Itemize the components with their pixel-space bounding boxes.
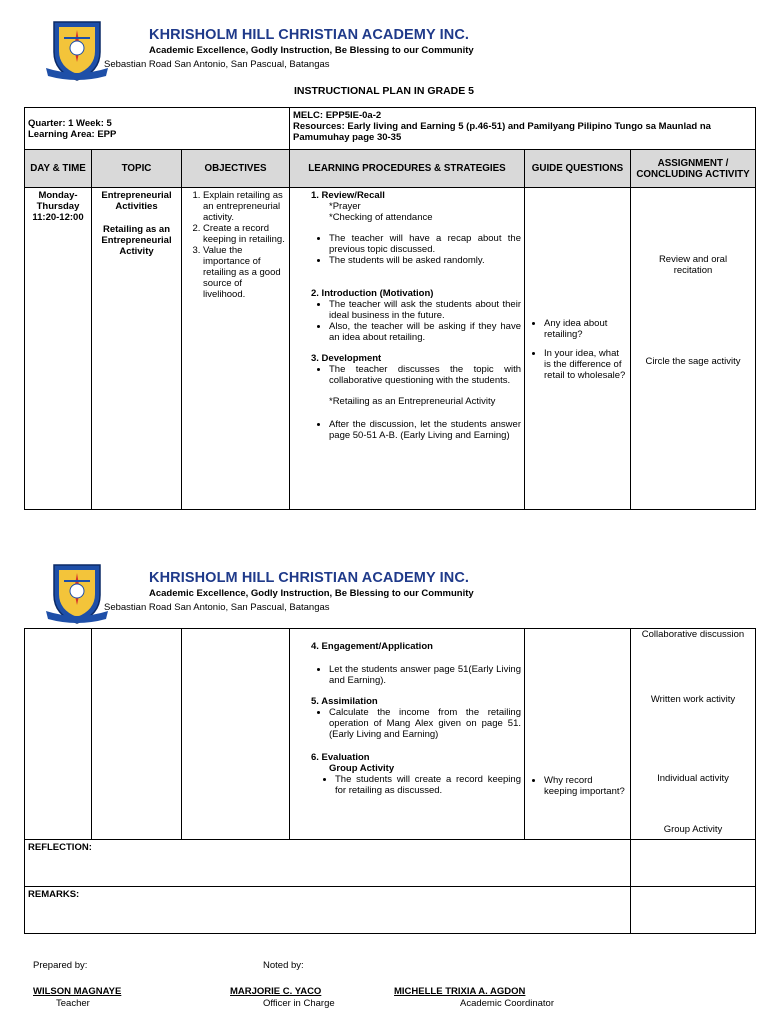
objective-item: 1. Explain retailing as an entrepreneurial activity.: [203, 190, 286, 223]
topic-cell: [92, 629, 182, 840]
guide-question: • Why record keeping important?: [544, 775, 627, 797]
review-title: 1. Review/Recall: [311, 190, 385, 201]
signatory-role: Teacher: [56, 998, 90, 1009]
assimilation-title: 5. Assimilation: [311, 696, 378, 707]
reflection-cell: [631, 840, 756, 887]
document-title: INSTRUCTIONAL PLAN IN GRADE 5: [293, 85, 475, 97]
topic-main: Entrepreneurial Activities: [101, 190, 172, 212]
col-guide-questions: GUIDE QUESTIONS: [525, 150, 631, 188]
assignment-item: Group Activity: [663, 824, 723, 835]
school-name: KHRISHOLM HILL CHRISTIAN ACADEMY INC.: [149, 27, 470, 43]
assignment-item: Individual activity: [657, 773, 729, 784]
school-address: Sebastian Road San Antonio, San Pascual, Batangas: [104, 59, 330, 70]
objective-item: 2. Create a record keeping in retailing.: [203, 223, 286, 245]
assignment-cell: [631, 629, 756, 840]
plan-table-2: [24, 628, 756, 934]
procedures-cell: [290, 188, 525, 510]
school-name: KHRISHOLM HILL CHRISTIAN ACADEMY INC.: [149, 570, 470, 586]
signatory-name: MARJORIE C. YACO: [230, 986, 322, 997]
review-bullet: • The students will be asked randomly.: [329, 255, 521, 266]
resources: Resources: Early living and Earning 5 (p.46-51) and Pamilyang Pilipino Tungo sa Maunlad na Pamumuhay page 30-35: [293, 121, 711, 143]
evaluation-subtitle: Group Activity: [329, 763, 395, 774]
remarks-label: REMARKS:: [25, 887, 631, 934]
day-time-cell: [25, 629, 92, 840]
objectives-cell: [182, 629, 290, 840]
engagement-bullet: • Let the students answer page 51(Early Living and Earning).: [329, 664, 521, 686]
col-day-time: DAY & TIME: [25, 150, 92, 188]
development-bullet: • The teacher discusses the topic with collaborative questioning with the students.: [329, 364, 521, 386]
col-topic: TOPIC: [92, 150, 182, 188]
plan-table-1: [24, 107, 756, 510]
assignment-item: Collaborative discussion: [641, 629, 745, 640]
meta-right: [290, 108, 756, 150]
assignment-cell: [631, 188, 756, 510]
assignment-item: Circle the sage activity: [645, 356, 741, 367]
melc-code: MELC: EPP5IE-0a-2: [293, 110, 382, 121]
assignment-item: Review and oral recitation: [658, 254, 728, 276]
col-objectives: OBJECTIVES: [182, 150, 290, 188]
signatory-role: Academic Coordinator: [460, 998, 554, 1009]
school-motto: Academic Excellence, Godly Instruction, Be Blessing to our Community: [149, 45, 474, 56]
col-procedures: LEARNING PROCEDURES & STRATEGIES: [290, 150, 525, 188]
review-item: *Checking of attendance: [329, 212, 433, 223]
assignment-item: Written work activity: [650, 694, 736, 705]
review-item: *Prayer: [329, 201, 361, 212]
topic-cell: [92, 188, 182, 510]
school-motto: Academic Excellence, Godly Instruction, Be Blessing to our Community: [149, 588, 474, 599]
intro-title: 2. Introduction (Motivation): [311, 288, 434, 299]
day-time-cell: Monday-Thursday 11:20-12:00: [25, 188, 92, 510]
noted-by-label: Noted by:: [263, 960, 304, 971]
assimilation-bullet: • Calculate the income from the retailing operation of Mang Alex given on page 51.(Early Living and Earning): [329, 707, 521, 740]
intro-bullet: • The teacher will ask the students about their ideal business in the future.: [329, 299, 521, 321]
review-bullet: • The teacher will have a recap about the previous topic discussed.: [329, 233, 521, 255]
signatory-role: Officer in Charge: [263, 998, 335, 1009]
quarter-week: Quarter: 1 Week: 5: [28, 117, 112, 129]
prepared-by-label: Prepared by:: [33, 960, 88, 971]
meta-left: [25, 108, 290, 150]
school-address: Sebastian Road San Antonio, San Pascual, Batangas: [104, 602, 330, 613]
evaluation-title: 6. Evaluation: [311, 752, 370, 763]
reflection-label: REFLECTION:: [25, 840, 631, 887]
guide-question: • In your idea, what is the difference of retail to wholesale?: [544, 348, 627, 381]
objectives-cell: [182, 188, 290, 510]
development-title: 3. Development: [311, 353, 382, 364]
engagement-title: 4. Engagement/Application: [311, 641, 433, 652]
school-logo: [44, 18, 110, 84]
guide-questions-cell: [525, 188, 631, 510]
topic-sub: Retailing as an Entrepreneurial Activity: [101, 224, 172, 257]
learning-area: Learning Area: EPP: [28, 128, 117, 140]
guide-question: • Any idea about retailing?: [544, 318, 627, 340]
guide-questions-cell: [525, 629, 631, 840]
evaluation-bullet: • The students will create a record keeping for retailing as discussed.: [335, 774, 521, 796]
signatory-name: WILSON MAGNAYE: [33, 986, 122, 997]
col-assignment: ASSIGNMENT / CONCLUDING ACTIVITY: [631, 150, 756, 188]
development-bullet: • After the discussion, let the students answer page 50-51 A-B. (Early Living and Earning): [329, 419, 521, 441]
school-logo: [44, 561, 110, 627]
development-note: *Retailing as an Entrepreneurial Activity: [329, 396, 496, 407]
objective-item: 3. Value the importance of retailing as a good source of livelihood.: [203, 245, 286, 300]
remarks-cell: [631, 887, 756, 934]
procedures-cell: [290, 629, 525, 840]
signatory-name: MICHELLE TRIXIA A. AGDON: [394, 986, 526, 997]
intro-bullet: • Also, the teacher will be asking if they have an idea about retailing.: [329, 321, 521, 343]
